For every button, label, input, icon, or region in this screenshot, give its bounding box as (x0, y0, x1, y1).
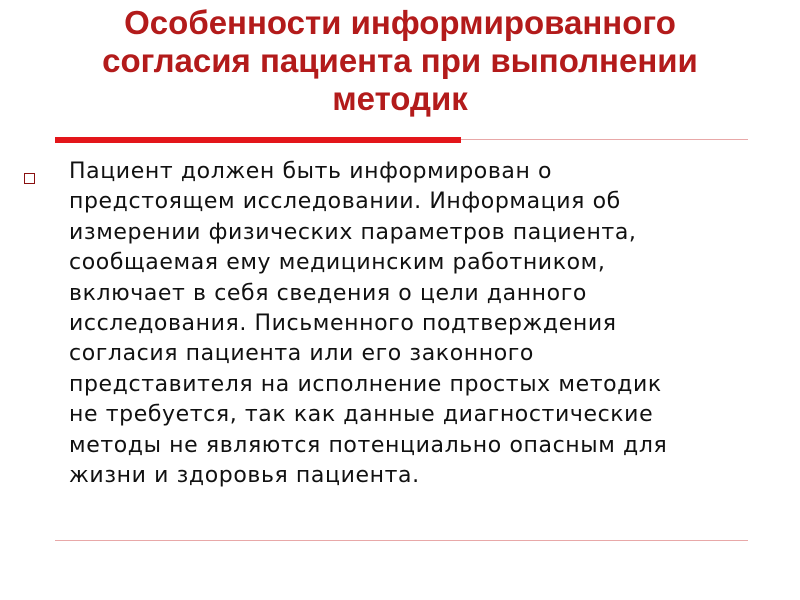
paragraph-line: согласия пациента или его законного (69, 341, 534, 367)
hollow-square-bullet-icon (24, 173, 35, 184)
paragraph-line: представителя на исполнение простых методик (69, 371, 662, 397)
title-line: согласия пациента при выполнении (102, 42, 698, 79)
bullet-paragraph (69, 157, 769, 491)
paragraph-line: предстоящем исследовании. Информация об (69, 189, 621, 215)
paragraph-line: жизни и здоровья пациента. (69, 463, 420, 489)
paragraph-line: сообщаемая ему медицинским работником, (69, 250, 606, 276)
title-line: Особенности информированного (124, 4, 676, 41)
paragraph-line: методы не являются потенциально опасным для (69, 432, 668, 458)
paragraph-line: включает в себя сведения о цели данного (69, 280, 587, 306)
footer-divider-line (55, 540, 748, 541)
paragraph-line: измерении физических параметров пациента, (69, 219, 637, 245)
title-divider-line (461, 139, 748, 140)
title-accent-bar (55, 137, 461, 143)
title-line: методик (332, 80, 468, 117)
paragraph-line: Пациент должен быть информирован о (69, 159, 553, 184)
paragraph-line: исследования. Письменного подтверждения (69, 311, 617, 337)
slide-title (20, 4, 780, 118)
paragraph-line: не требуется, так как данные диагностические (69, 402, 654, 428)
